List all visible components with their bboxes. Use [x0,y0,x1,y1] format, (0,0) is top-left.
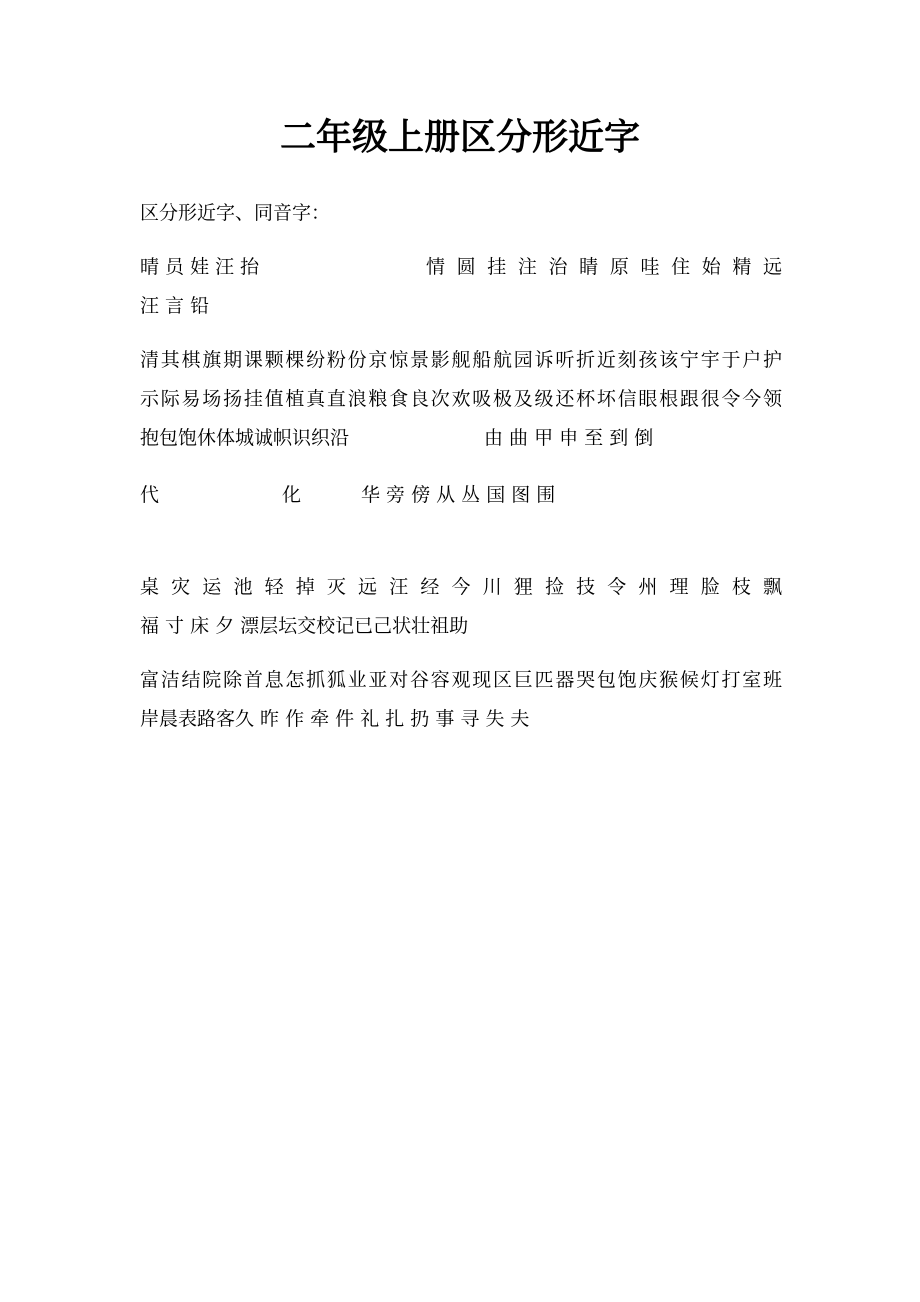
paragraph-1-left-group: 晴 员 娃 汪 抬 [140,256,260,278]
paragraph-3-segment-3: 华 旁 傍 从 丛 国 图 围 [361,484,556,506]
paragraph-2-line-3 [140,423,782,453]
paragraph-4-line-1: 桌 灾 运 池 轻 掉 灭 远 汪 经 今 川 狸 捡 技 令 州 理 脸 枝 飘 [140,576,782,598]
paragraph-4-line-2: 福 寸 床 夕 漂层坛交校记已己状壮祖助 [140,615,469,637]
paragraph-2-right-group: 由 曲 甲 申 至 到 倒 [484,427,654,449]
page-title: 二年级上册区分形近字 [279,116,640,158]
paragraph-1-line-2: 汪 言 铅 [140,295,210,317]
paragraph-2-line-2: 示际易场扬挂值植真直浪粮食良次欢吸极及级还杯坏信眼根跟很令今领 [140,388,782,410]
paragraph-1-line-1 [140,252,782,282]
intro-text: 区分形近字、同音字： [140,202,331,224]
paragraph-1-right-group: 情 圆 挂 注 治 睛 原 哇 住 始 精 远 [426,256,782,278]
paragraph-2-left-group: 抱包饱休体城诚帜识织沿 [140,427,350,449]
paragraph-3-segment-1: 代 [140,484,160,506]
paragraph-5-line-2: 岸晨表路客久 昨 作 牵 件 礼 扎 扔 事 寻 失 夫 [140,708,530,730]
paragraph-2-line-1: 清其棋旗期课颗棵纷粉份京惊景影舰船航园诉听折近刻孩该宁宇于户护 [140,349,782,371]
paragraph-3-line-1 [140,480,782,510]
paragraph-3-segment-2: 化 [282,484,302,506]
paragraph-5-line-1: 富洁结院除首息怎抓狐业亚对谷容观现区巨匹器哭包饱庆猴候灯打室班 [140,669,782,691]
